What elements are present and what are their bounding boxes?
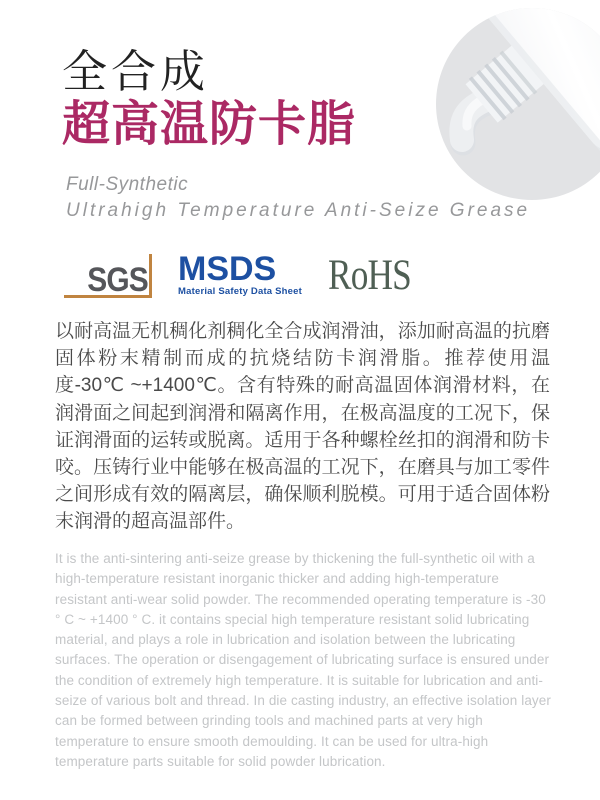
subtitle-line1: Full-Synthetic xyxy=(66,174,189,195)
product-title-cn: 全合成 xyxy=(62,46,210,97)
msds-logo xyxy=(178,250,302,298)
product-subtitle-en xyxy=(66,172,530,224)
product-title-cn-accent: 超高温防卡脂 xyxy=(62,98,357,151)
certification-badges xyxy=(64,252,429,298)
rohs-logo: RoHS xyxy=(328,252,411,299)
description-chinese: 以耐高温无机稠化剂稠化全合成润滑油，添加耐高温的抗磨固体粉末精制而成的抗烧结防卡润滑脂。推荐使用温度-30℃ ~+1400℃。含有特殊的耐高温固体润滑材料，在润滑面之间起到润滑和隔离作用，在极高温度的工况下，保证润滑面的运转或脱离。适用于各种螺栓丝扣的润滑和防卡咬。压铸行业中能够在极高温的工况下，在磨具与加工零件之间形成有效的隔离层，确保顺利脱模。可用于适合固体粉末润滑的超高温部件。 xyxy=(55,321,550,533)
subtitle-line2: Ultrahigh Temperature Anti-Seize Grease xyxy=(66,200,531,221)
msds-logo-label: MSDS xyxy=(178,250,277,288)
description-english: It is the anti-sintering anti-seize grease by thickening the full-synthetic oil with a high-temperature resistant inorganic thicker and adding high-temperature resistant anti-wear solid powder. The recommended operating temperature is -30 ° C ~ +1400 ° C. it contains special high temperature resistant solid lubricating material, and plays a role in lubrication and isolation between the lubricating surfaces. The operation or disengagement of lubricating surface is ensured under the condition of extremely high temperature. It is suitable for lubrication and anti-seize of various bolt and thread. In die casting industry, an effective isolation layer can be formed between grinding tools and machined parts at very high temperature to ensure smooth demoulding. It can be used for ultra-high temperature parts suitable for solid powder lubrication. xyxy=(55,551,551,769)
msds-logo-sublabel: Material Safety Data Sheet xyxy=(178,286,302,297)
sgs-logo-label: SGS xyxy=(87,261,148,299)
sgs-logo xyxy=(64,254,152,298)
